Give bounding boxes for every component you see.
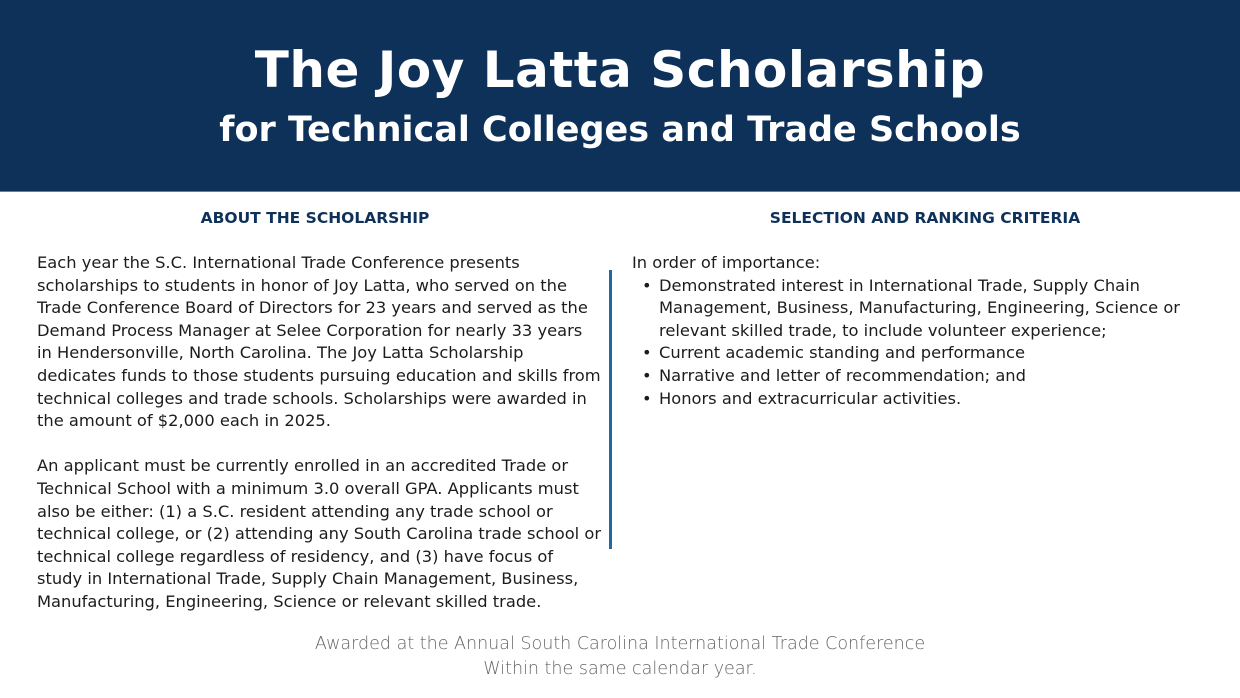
- list-item: [632, 365, 1212, 388]
- criteria-item-text: Honors and extracurricular activities.: [659, 388, 962, 408]
- bullet-icon: •: [642, 365, 652, 385]
- criteria-section: [632, 252, 1212, 410]
- criteria-heading: SELECTION AND RANKING CRITERIA: [769, 209, 1081, 227]
- criteria-intro: In order of importance:: [632, 253, 821, 272]
- criteria-item-text: Current academic standing and performance: [659, 343, 1026, 363]
- header-banner: [0, 0, 1240, 192]
- list-item: [632, 388, 1212, 411]
- about-section: [37, 252, 602, 614]
- about-heading: ABOUT THE SCHOLARSHIP: [200, 209, 430, 227]
- criteria-item-text: Demonstrated interest in International Trade, Supply Chain Management, Business, Manufacturing, Engineering, Science or relevant skilled trade, to include volunteer experience;: [659, 275, 1180, 340]
- bullet-icon: •: [642, 275, 652, 295]
- list-item: [632, 342, 1212, 365]
- page-title: The Joy Latta Scholarship: [254, 41, 986, 99]
- bullet-icon: •: [642, 343, 652, 363]
- about-paragraph: Each year the S.C. International Trade Conference presents scholarships to students in honor of Joy Latta, who served on the Trade Conference Board of Directors for 23 years and served as the Demand Process Manager at Selee Corporation for nearly 33 years in Hendersonville, North Carolina. The Joy Latta Scholarship dedicates funds to those students pursuing education and skills from technical colleges and trade schools. Scholarships were awarded in the amount of $2,000 each in 2025.: [37, 253, 601, 431]
- footer-line-1: Awarded at the Annual South Carolina International Trade Conference: [314, 634, 926, 654]
- footer-note: [0, 632, 1240, 682]
- page-subtitle: for Technical Colleges and Trade Schools: [219, 110, 1021, 150]
- about-paragraph: An applicant must be currently enrolled in an accredited Trade or Technical School with a minimum 3.0 overall GPA. Applicants must also be either: (1) a S.C. resident attending any trade school or technical college, or (2) attending any South Carolina trade school or technical college regardless of residency, and (3) have focus of study in International Trade, Supply Chain Management, Business, Manufacturing, Engineering, Science or relevant skilled trade.: [37, 456, 602, 611]
- list-item: [632, 275, 1212, 343]
- criteria-list: [632, 275, 1212, 411]
- criteria-item-text: Narrative and letter of recommendation; and: [659, 365, 1026, 385]
- bullet-icon: •: [642, 388, 652, 408]
- column-divider: [609, 270, 612, 549]
- footer-line-2: Within the same calendar year.: [483, 659, 757, 679]
